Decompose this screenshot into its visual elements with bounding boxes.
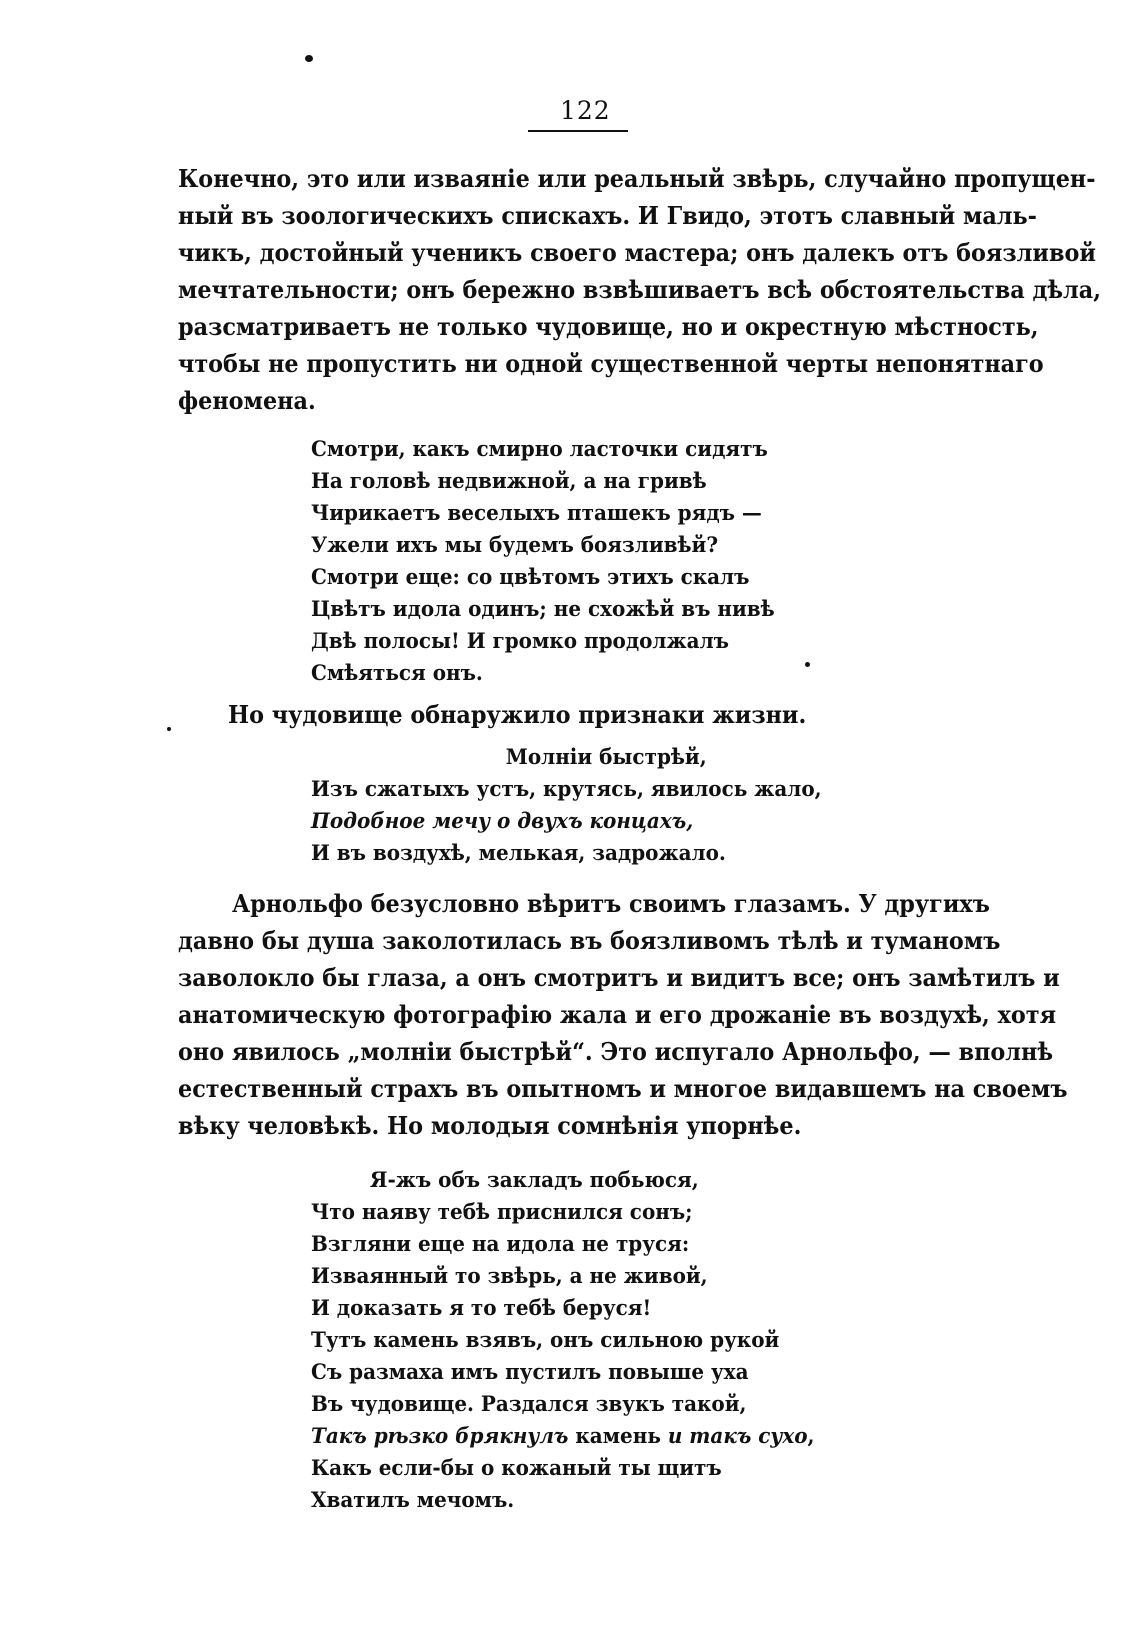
verse-line: Я-жъ объ закладъ побьюся, [369, 1167, 699, 1192]
verse-line: Подобное мечу о двухъ концахъ, [311, 808, 694, 833]
paragraph-3 [178, 885, 1068, 1144]
verse-line: Взгляни еще на идола не труся: [311, 1231, 690, 1256]
text-line: чтобы не пропустить ни одной существенной черты непонятнаго [178, 349, 1044, 378]
print-speck [805, 662, 810, 667]
print-speck [305, 55, 313, 62]
verse-line: Смотри, какъ смирно ласточки сидятъ [311, 436, 768, 461]
text-line: чикъ, достойный ученикъ своего мастера; онъ далекъ отъ боязливой [178, 238, 1096, 267]
paragraph-2: Но чудовище обнаружило признаки жизни. [228, 700, 807, 729]
verse-3 [311, 1164, 815, 1516]
text-line: разсматриваетъ не только чудовище, но и окрестную мѣстность, [178, 312, 1039, 341]
text-line: феномена. [178, 386, 316, 415]
text-line: заволокло бы глаза, а онъ смотритъ и видитъ все; онъ замѣтилъ и [178, 963, 1060, 992]
verse-2 [311, 741, 822, 869]
text-line: естественный страхъ въ опытномъ и многое видавшемъ на своемъ [178, 1074, 1068, 1103]
text-line: анатомическую фотографію жала и его дрожаніе въ воздухѣ, хотя [178, 1000, 1057, 1029]
verse-line: Цвѣтъ идола одинъ; не схожѣй въ нивѣ [311, 596, 775, 621]
text-line: мечтательности; онъ бережно взвѣшиваетъ всѣ обстоятельства дѣла, [178, 275, 1102, 304]
page-number-rule [528, 130, 628, 132]
verse-line: Смѣяться онъ. [311, 660, 483, 685]
verse-line: Смотри еще: со цвѣтомъ этихъ скалъ [311, 564, 750, 589]
verse-line: Хватилъ мечомъ. [311, 1487, 515, 1512]
verse-line: Какъ если-бы о кожаный ты щитъ [311, 1455, 722, 1480]
verse-line: Чирикаетъ веселыхъ пташекъ рядъ — [311, 500, 762, 525]
verse-line: Изъ сжатыхъ устъ, крутясь, явилось жало, [311, 776, 822, 801]
verse-line: На головѣ недвижной, а на гривѣ [311, 468, 707, 493]
verse-line: Двѣ полосы! И громко продолжалъ [311, 628, 729, 653]
verse-line: Изваянный то звѣрь, а не живой, [311, 1263, 708, 1288]
verse-line [311, 1420, 815, 1452]
verse-line: Съ размаха имъ пустилъ повыше уха [311, 1359, 749, 1384]
text-line: оно явилось „молніи быстрѣй“. Это испугало Арнольфо, — вполнѣ [178, 1037, 1054, 1066]
verse-line: Тутъ камень взявъ, онъ сильною рукой [311, 1327, 780, 1352]
text-line: вѣку человѣкѣ. Но молодыя сомнѣнія упорнѣе. [178, 1111, 802, 1140]
verse-line: Что наяву тебѣ приснился сонъ; [311, 1199, 693, 1224]
verse-fragment: , [807, 1423, 815, 1448]
verse-fragment: камень [568, 1423, 668, 1448]
text-line: Арнольфо безусловно вѣритъ своимъ глазамъ. У другихъ [231, 889, 990, 918]
verse-fragment: Такъ рѣзко брякнулъ [311, 1423, 569, 1448]
page-number: 122 [560, 96, 611, 125]
verse-1 [311, 433, 775, 689]
verse-line: Въ чудовище. Раздался звукъ такой, [311, 1391, 747, 1416]
verse-line: Молніи быстрѣй, [505, 744, 707, 769]
text-line: Конечно, это или изваяніе или реальный звѣрь, случайно пропущен- [178, 164, 1096, 193]
print-speck [167, 727, 171, 731]
text-line: давно бы душа заколотилась въ боязливомъ тѣлѣ и туманомъ [178, 926, 1001, 955]
verse-line: Ужели ихъ мы будемъ боязливѣй? [311, 532, 719, 557]
text-line: ный въ зоологическихъ спискахъ. И Гвидо, этотъ славный маль- [178, 201, 1037, 230]
verse-line: И доказать я то тебѣ беруся! [311, 1295, 652, 1320]
verse-fragment: и такъ сухо [667, 1423, 808, 1448]
paragraph-1 [178, 160, 1102, 419]
verse-line: И въ воздухѣ, мелькая, задрожало. [311, 840, 726, 865]
